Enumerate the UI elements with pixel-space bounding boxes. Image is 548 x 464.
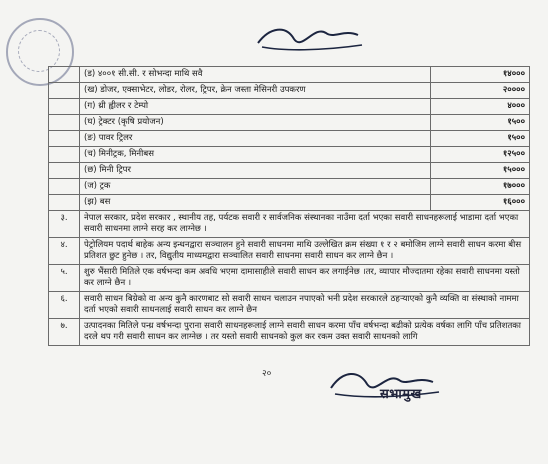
row-number: ३. [49,211,80,238]
row-number [49,147,80,163]
signature-top [250,15,370,59]
page-number: २० [262,369,272,379]
row-description: (ख) डोजर, एक्साभेटर, लोडर, रोलर, ट्रिपर, क्रेन जस्ता मेसिनरी उपकरण [80,83,431,99]
row-amount: १६००० [431,195,530,211]
row-amount: १२५०० [431,147,530,163]
row-description: सवारी साधन बिग्रेको वा अन्य कुनै कारणबाट सो सवारी साधन चलाउन नपाएको भनी प्रदेश सरकारले ठहऱ्याएको कुनै व्यक्ति वा संस्थाको नाममा दर्ता भएको सवारी साधनलाई सवारी साधन कर लाग्ने छैन [80,292,530,319]
row-number [49,67,80,83]
row-amount: १५००० [431,163,530,179]
row-number: ६. [49,292,80,319]
speaker-label: सभामुख [380,387,422,402]
row-number [49,115,80,131]
row-description: (घ) ट्रेक्टर (कृषि प्रयोजन) [80,115,431,131]
table-row [49,195,530,211]
row-description: (ड) ४००१ सी.सी. र सोभन्दा माथि सवै [80,67,431,83]
row-description: (ङ) पावर ट्रिलर [80,131,431,147]
table-row [49,147,530,163]
row-number [49,195,80,211]
row-amount: २०००० [431,83,530,99]
row-amount: १५०० [431,131,530,147]
table-row [49,238,530,265]
row-amount: ४००० [431,99,530,115]
row-description: उत्पादनका मितिले पन्ध्र वर्षभन्दा पुराना सवारी साधनहरूलाई लाग्ने सवारी साधन करमा पाँच वर्षभन्दा बढीको प्रत्येक वर्षका लागि पाँच प्रतिशतका दरले थप गरी सवारी साधन कर लाग्नेछ । तर यस्तो सवारी साधनको कुल कर रकम उक्त सवारी साधनको लागि [80,319,530,346]
row-description: नेपाल सरकार, प्रदेश सरकार , स्थानीय तह, पर्यटक सवारी र सार्वजनिक संस्थानका नाउँमा दर्ता भएका सवारी साधनहरूलाई भाडामा दर्ता भएका सवारी साधनमा लाग्ने सरह कर लाग्नेछ । [80,211,530,238]
row-number: ४. [49,238,80,265]
table-row [49,83,530,99]
row-number: ५. [49,265,80,292]
row-number: ७. [49,319,80,346]
row-number [49,163,80,179]
row-amount: १५०० [431,115,530,131]
table-row [49,179,530,195]
row-description: (ग) थ्री ह्वीलर र टेम्पो [80,99,431,115]
row-number [49,179,80,195]
row-description: (च) मिनीट्रक, मिनीबस [80,147,431,163]
tax-rate-table [48,66,530,346]
row-amount: १४००० [431,67,530,83]
row-number [49,83,80,99]
table-row [49,131,530,147]
row-description: (छ) मिनी ट्रिपर [80,163,431,179]
row-description: (ज) ट्रक [80,179,431,195]
table-row [49,99,530,115]
table-row [49,292,530,319]
table-row [49,319,530,346]
row-description: (झ) बस [80,195,431,211]
row-description: शुरु भैंसारी मितिले एक वर्षभन्दा कम अवधि भएमा दामासाहीले सवारी साधन कर लगाईनेछ ।तर, व्यापार मौज्दातमा रहेका सवारी साधनमा यस्तो कर लाग्ने छैन । [80,265,530,292]
table-row [49,265,530,292]
table-row [49,211,530,238]
table-row [49,163,530,179]
table-row [49,67,530,83]
row-number [49,131,80,147]
table-row [49,115,530,131]
row-description: पेट्रोलियम पदार्थ बाहेक अन्य इन्धनद्वारा सञ्चालन हुने सवारी साधनमा माथि उल्लेखित क्रम संख्या १ र २ बमोजिम लाग्ने सवारी साधन करमा बीस प्रतिशत छुट हुनेछ । तर, विद्युतीय माध्यमद्वारा सञ्चालित सवारी साधनमा सवारी साधन कर लाग्ने छैन । [80,238,530,265]
row-amount: १७००० [431,179,530,195]
row-number [49,99,80,115]
